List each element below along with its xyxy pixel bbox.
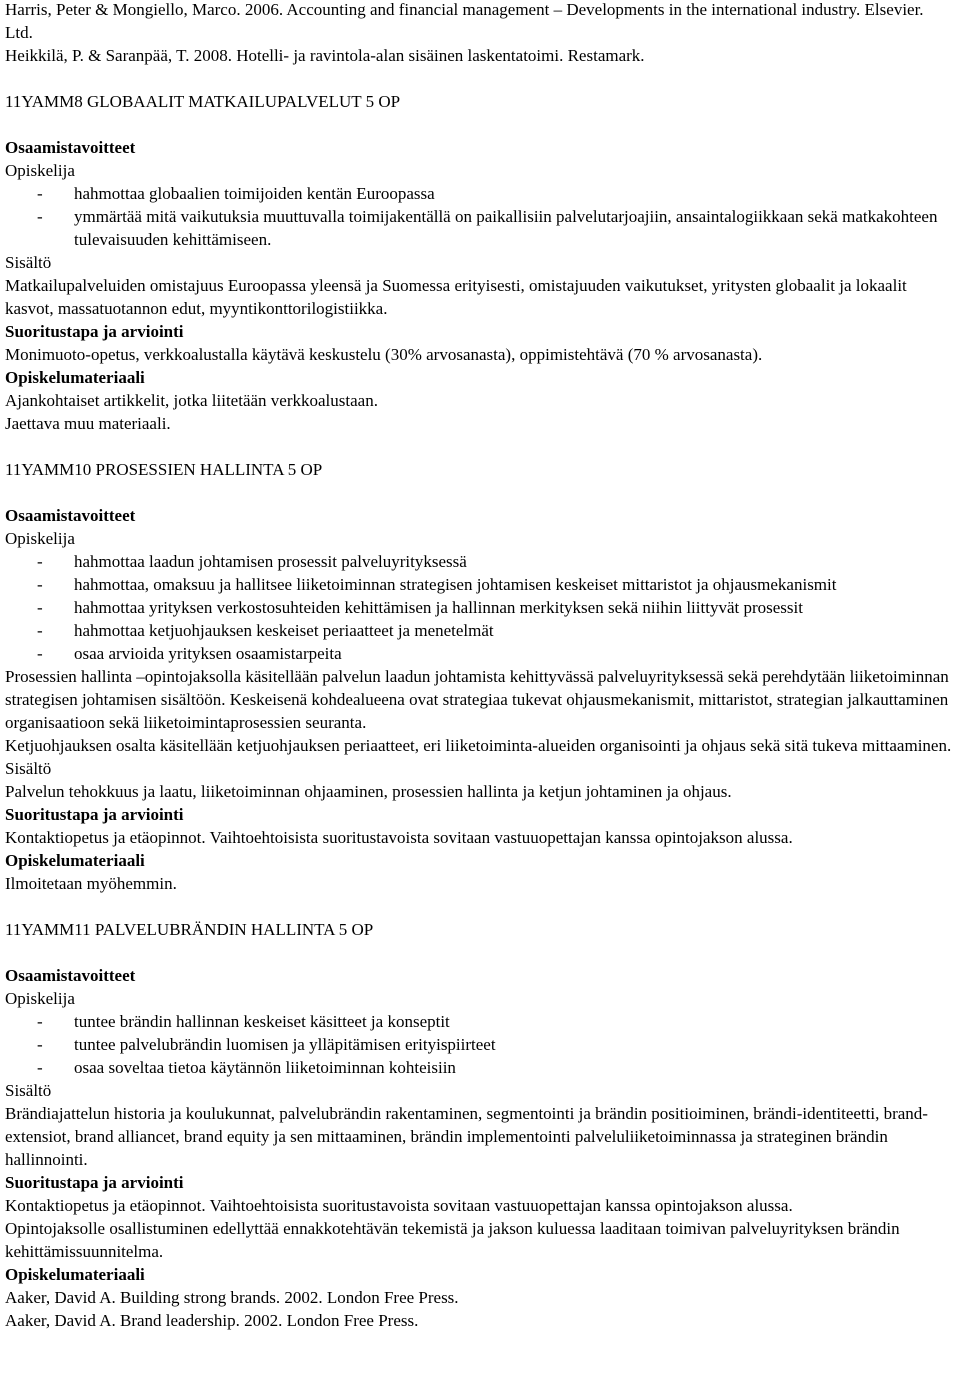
method-text: Kontaktiopetus ja etäopinnot. Vaihtoehtoisista suoritustavoista sovitaan vastuuopettajan kanssa opintojakson alussa.: [5, 1196, 793, 1215]
content-heading: Sisältö: [5, 759, 52, 778]
material-heading: Opiskelumateriaali: [5, 368, 145, 387]
intro-paragraph: Prosessien hallinta –opintojaksolla käsitellään palvelun laadun johtamista kehittyvässä palveluyrityksessä sekä perehdytään liiketoiminnan strategisen johtamisen sisältöön. Keskeisenä kohdealueena ovat strategiaa tukevat ohjausmekanismit, mittaristot, strategian jalkauttaminen organisaatioon sekä liiketoimintaprosessien seuranta.: [5, 667, 949, 732]
material-item: Ajankohtaiset artikkelit, jotka liitetään verkkoalustaan.: [5, 391, 378, 410]
material-item: Ilmoitetaan myöhemmin.: [5, 874, 177, 893]
course-section-yamm10: [5, 458, 955, 895]
reference-entry: Harris, Peter & Mongiello, Marco. 2006. Accounting and financial management – Developments in the international industry. Elsevier. Ltd.: [5, 0, 924, 42]
student-label: Opiskelija: [5, 989, 75, 1008]
list-item: - ymmärtää mitä vaikutuksia muuttuvalla toimijakentällä on paikallisiin palvelutarjoajiin, ansaintalogiikkaan sekä matkakohteen tulevaisuuden kehittämiseen.: [37, 207, 938, 249]
student-label: Opiskelija: [5, 161, 75, 180]
content-heading: Sisältö: [5, 253, 52, 272]
course-section-yamm8: [5, 90, 955, 435]
list-item: - hahmottaa laadun johtamisen prosessit palveluyrityksessä: [37, 552, 467, 571]
list-item: - hahmottaa, omaksuu ja hallitsee liiketoiminnan strategisen johtamisen keskeiset mittaristot ja ohjausmekanismit: [37, 575, 837, 594]
course-title: 11YAMM10 PROSESSIEN HALLINTA 5 OP: [5, 460, 323, 479]
course-section-yamm11: [5, 918, 955, 1332]
material-item: Aaker, David A. Brand leadership. 2002. London Free Press.: [5, 1311, 419, 1330]
intro-paragraph: Ketjuohjauksen osalta käsitellään ketjuohjauksen periaatteet, eri liiketoiminta-alueiden organisointi ja ohjaus sekä sitä tukeva mittaaminen.: [5, 736, 952, 755]
objectives-heading: Osaamistavoitteet: [5, 966, 136, 985]
material-item: Jaettava muu materiaali.: [5, 414, 171, 433]
content-heading: Sisältö: [5, 1081, 52, 1100]
list-item: - hahmottaa yrityksen verkostosuhteiden kehittämisen ja hallinnan merkityksen sekä niihin liittyvät prosessit: [37, 598, 803, 617]
method-heading: Suoritustapa ja arviointi: [5, 322, 184, 341]
objectives-heading: Osaamistavoitteet: [5, 138, 136, 157]
material-heading: Opiskelumateriaali: [5, 1265, 145, 1284]
document-page: [5, 0, 955, 1332]
content-text: Matkailupalveluiden omistajuus Euroopassa yleensä ja Suomessa erityisesti, omistajuuden vaikutukset, yritysten globaalit ja lokaalit kasvot, massatuotannon edut, myyntikonttorilogistiikka.: [5, 276, 907, 318]
material-item: Aaker, David A. Building strong brands. 2002. London Free Press.: [5, 1288, 459, 1307]
objectives-list: [5, 1010, 955, 1079]
course-title: 11YAMM8 GLOBAALIT MATKAILUPALVELUT 5 OP: [5, 92, 401, 111]
objectives-heading: Osaamistavoitteet: [5, 506, 136, 525]
content-text: Brändiajattelun historia ja koulukunnat, palvelubrändin rakentaminen, segmentointi ja brändin positioiminen, brändi-identiteetti, brand-extensiot, brand alliancet, brand equity ja sen mittaaminen, brändin implementointi palveluliiketoiminnassa ja strateginen brändin hallinnointi.: [5, 1104, 928, 1169]
objectives-list: [5, 182, 955, 251]
list-item: - tuntee palvelubrändin luomisen ja ylläpitämisen erityispiirteet: [37, 1035, 496, 1054]
list-item: - osaa soveltaa tietoa käytännön liiketoiminnan kohteisiin: [37, 1058, 456, 1077]
method-heading: Suoritustapa ja arviointi: [5, 805, 184, 824]
material-heading: Opiskelumateriaali: [5, 851, 145, 870]
method-text: Monimuoto-opetus, verkkoalustalla käytävä keskustelu (30% arvosanasta), oppimistehtävä (70 % arvosanasta).: [5, 345, 763, 364]
reference-list-top: [5, 0, 955, 67]
reference-entry: Heikkilä, P. & Saranpää, T. 2008. Hotelli- ja ravintola-alan sisäinen laskentatoimi. Restamark.: [5, 46, 645, 65]
method-heading: Suoritustapa ja arviointi: [5, 1173, 184, 1192]
list-item: - osaa arvioida yrityksen osaamistarpeita: [37, 644, 342, 663]
method-text: Opintojaksolle osallistuminen edellyttää ennakkotehtävän tekemistä ja jakson kuluessa laaditaan toimivan palveluyrityksen brändin kehittämissuunnitelma.: [5, 1219, 900, 1261]
list-item: - hahmottaa globaalien toimijoiden kentän Euroopassa: [37, 184, 435, 203]
list-item: - tuntee brändin hallinnan keskeiset käsitteet ja konseptit: [37, 1012, 450, 1031]
student-label: Opiskelija: [5, 529, 75, 548]
list-item: - hahmottaa ketjuohjauksen keskeiset periaatteet ja menetelmät: [37, 621, 494, 640]
objectives-list: [5, 550, 955, 665]
content-text: Palvelun tehokkuus ja laatu, liiketoiminnan ohjaaminen, prosessien hallinta ja ketjun johtaminen ja ohjaus.: [5, 782, 732, 801]
method-text: Kontaktiopetus ja etäopinnot. Vaihtoehtoisista suoritustavoista sovitaan vastuuopettajan kanssa opintojakson alussa.: [5, 828, 793, 847]
course-title: 11YAMM11 PALVELUBRÄNDIN HALLINTA 5 OP: [5, 920, 374, 939]
